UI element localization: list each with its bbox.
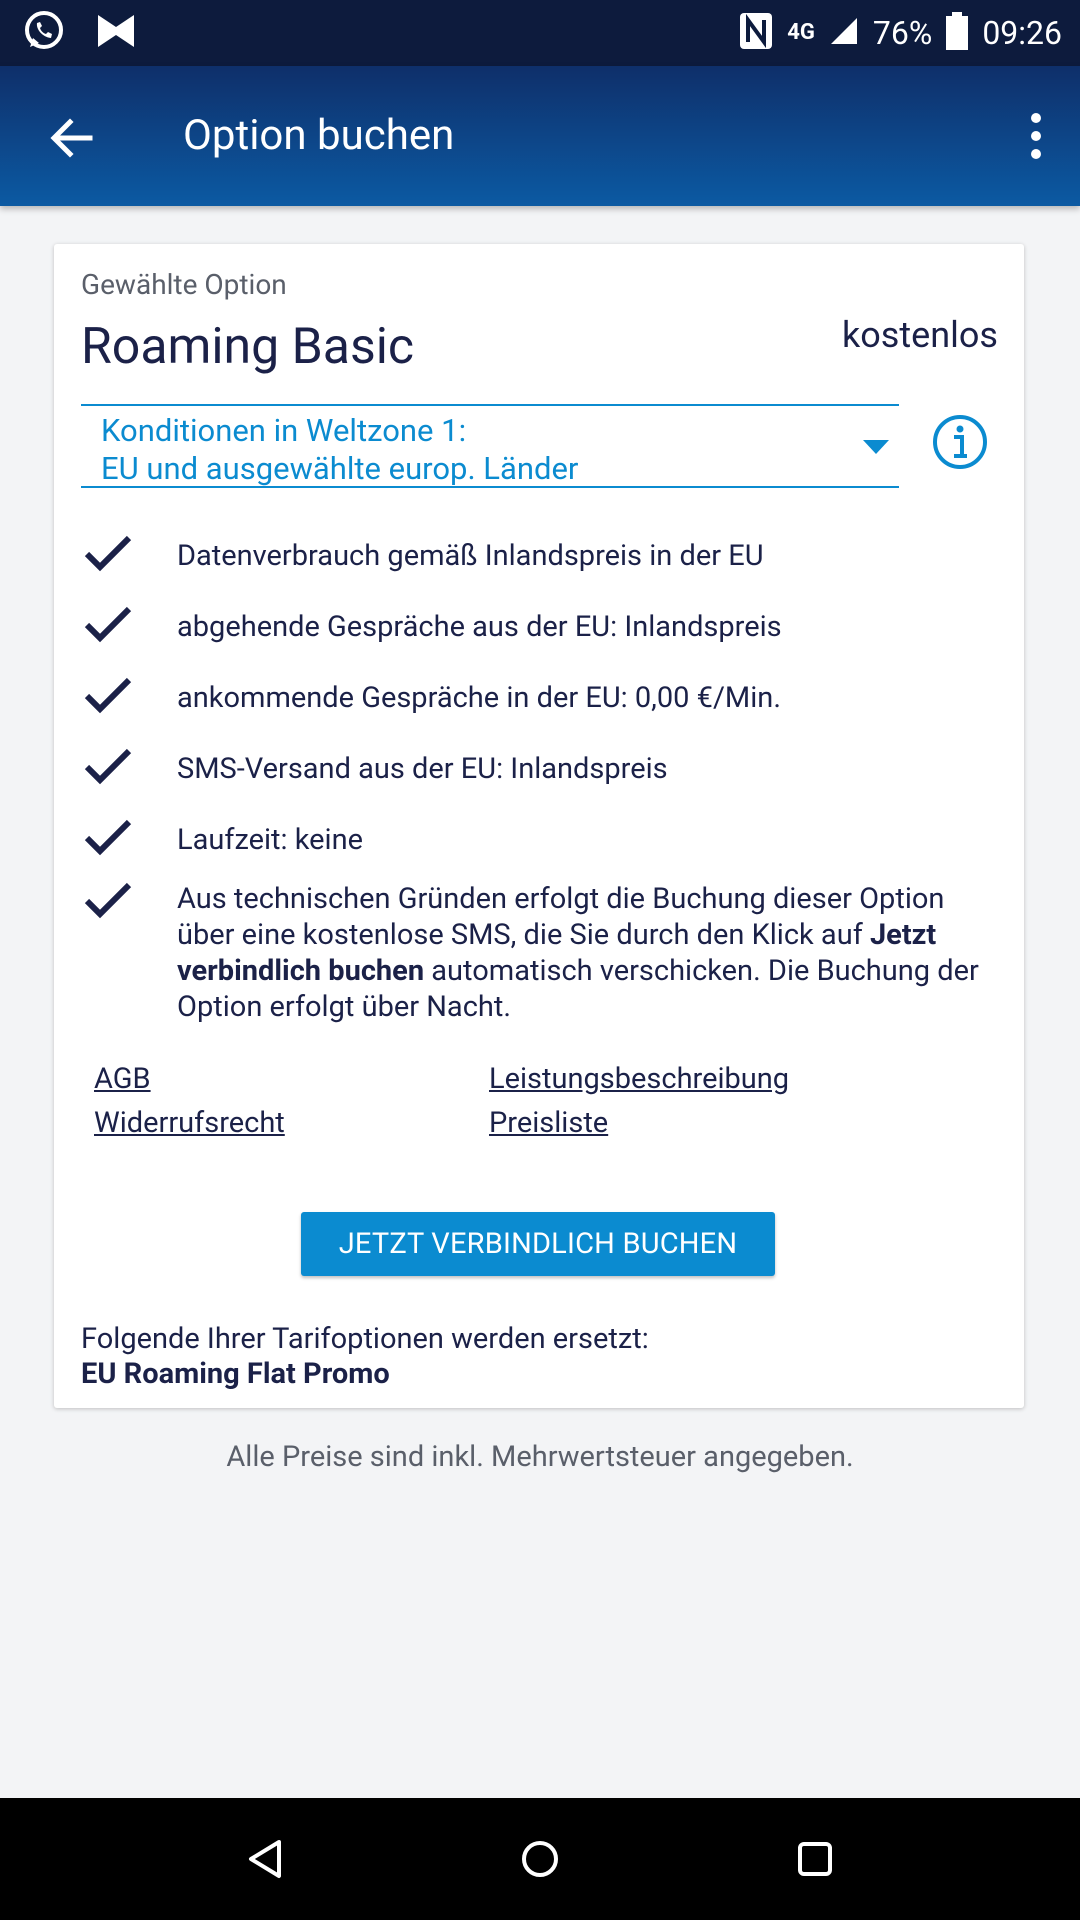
feature-text: Laufzeit: keine: [177, 823, 363, 857]
clock: 09:26: [982, 14, 1062, 52]
link-agb[interactable]: AGB: [94, 1062, 151, 1096]
link-preisliste[interactable]: Preisliste: [489, 1106, 609, 1140]
nav-back-triangle-icon: [245, 1838, 287, 1880]
link-widerrufsrecht[interactable]: Widerrufsrecht: [94, 1106, 285, 1140]
overflow-menu-button[interactable]: [1026, 112, 1046, 160]
option-price: kostenlos: [842, 314, 998, 356]
nav-home-button[interactable]: [519, 1838, 561, 1880]
back-arrow-icon: [44, 110, 100, 166]
status-bar: [0, 0, 1080, 66]
status-right: [739, 12, 1062, 55]
checkmark-icon: [84, 534, 132, 574]
selected-option-label: Gewählte Option: [81, 268, 287, 301]
dropdown-arrow-icon: [863, 440, 889, 454]
option-name: Roaming Basic: [81, 318, 415, 376]
feature-text: abgehende Gespräche aus der EU: Inlandspreis: [177, 610, 782, 644]
nav-back-button[interactable]: [245, 1838, 287, 1880]
feature-text: ankommende Gespräche in der EU: 0,00 €/Min.: [177, 681, 781, 715]
feature-text: Datenverbrauch gemäß Inlandspreis in der EU: [177, 539, 764, 573]
back-button[interactable]: [44, 110, 100, 166]
notice-text: [177, 881, 1007, 1025]
dropdown-line-2: EU und ausgewählte europ. Länder: [101, 450, 579, 487]
feature-text: SMS-Versand aus der EU: Inlandspreis: [177, 752, 668, 786]
book-now-button[interactable]: JETZT VERBINDLICH BUCHEN: [301, 1212, 775, 1276]
replaced-option-name: EU Roaming Flat Promo: [81, 1357, 390, 1391]
checkmark-icon: [84, 747, 132, 787]
zone-dropdown[interactable]: [81, 404, 899, 488]
option-card: [54, 244, 1024, 1408]
info-icon: [932, 414, 988, 470]
notice-text-part-2: automatisch verschicken. Die Buchung der Option erfolgt über Nacht.: [177, 954, 979, 1024]
network-type-icon: 4G: [787, 20, 815, 45]
whatsapp-icon: [22, 9, 66, 57]
checkmark-icon: [84, 676, 132, 716]
dropdown-line-1: Konditionen in Weltzone 1:: [101, 412, 467, 449]
nav-recents-button[interactable]: [794, 1838, 836, 1880]
dropdown-selected-value: [101, 412, 578, 488]
battery-icon: [946, 12, 968, 55]
nav-home-circle-icon: [519, 1838, 561, 1880]
more-vert-icon: [1026, 112, 1046, 160]
status-left: [22, 9, 136, 57]
app-bar: [0, 66, 1080, 206]
signal-icon: [829, 16, 859, 51]
checkmark-icon: [84, 881, 132, 921]
notification-app-icon: [96, 13, 136, 53]
vat-footnote: Alle Preise sind inkl. Mehrwertsteuer angegeben.: [226, 1440, 854, 1474]
link-leistungsbeschreibung[interactable]: Leistungsbeschreibung: [489, 1062, 790, 1096]
nav-recents-square-icon: [794, 1838, 836, 1880]
notice-text-bold: Jetzt verbindlich buchen: [177, 918, 937, 988]
checkmark-icon: [84, 605, 132, 645]
notice-text-part-1: Aus technischen Gründen erfolgt die Buchung dieser Option über eine kostenlose SMS, die Sie durch den Klick auf: [177, 882, 945, 952]
page-title: Option buchen: [183, 111, 455, 160]
battery-percentage: 76%: [872, 14, 933, 52]
nfc-icon: [739, 12, 773, 55]
info-button[interactable]: [932, 414, 988, 470]
navigation-bar: [0, 1798, 1080, 1920]
checkmark-icon: [84, 818, 132, 858]
replaced-options-label: Folgende Ihrer Tarifoptionen werden ersetzt:: [81, 1322, 649, 1356]
